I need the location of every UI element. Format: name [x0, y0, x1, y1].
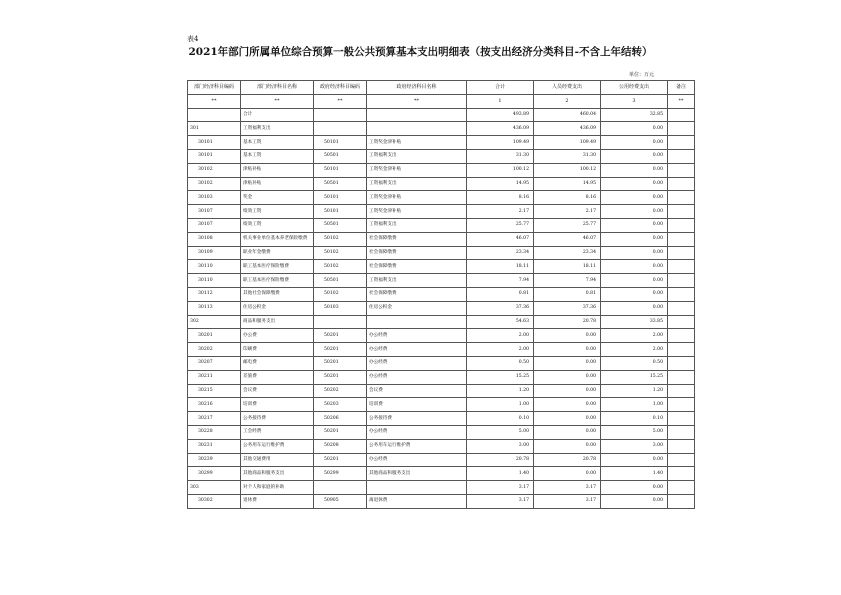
- table-cell: 0.00: [601, 177, 668, 191]
- table-cell: 3.00: [601, 439, 668, 453]
- table-row: [188, 246, 695, 260]
- table-cell: [668, 412, 695, 426]
- table-cell: 办公经费: [367, 425, 467, 439]
- table-cell: [668, 370, 695, 384]
- table-cell: 50102: [314, 246, 367, 260]
- table-cell: 100.12: [534, 163, 601, 177]
- table-cell: [188, 108, 241, 122]
- table-cell: [668, 467, 695, 481]
- table-row: [188, 425, 695, 439]
- table-cell: [668, 260, 695, 274]
- table-cell: 社会保障缴费: [367, 287, 467, 301]
- table-cell: 3.17: [467, 481, 534, 495]
- table-cell: 15.25: [601, 370, 668, 384]
- table-cell: 住房公积金: [241, 301, 314, 315]
- table-cell: 0.81: [534, 287, 601, 301]
- table-cell: 0.81: [467, 287, 534, 301]
- table-cell: 差旅费: [241, 370, 314, 384]
- table-cell: 30231: [188, 439, 241, 453]
- table-cell: **: [367, 94, 467, 108]
- table-cell: 0.00: [601, 494, 668, 508]
- table-cell: 50501: [314, 149, 367, 163]
- table-row: [188, 274, 695, 288]
- table-cell: 0.00: [601, 301, 668, 315]
- table-row: [188, 122, 695, 136]
- table-cell: 50501: [314, 218, 367, 232]
- table-cell: 37.36: [467, 301, 534, 315]
- table-cell: 50101: [314, 136, 367, 150]
- table-cell: 0.00: [601, 122, 668, 136]
- table-cell: 2.17: [534, 205, 601, 219]
- table-cell: [668, 274, 695, 288]
- table-cell: 46.07: [467, 232, 534, 246]
- table-cell: 社会保障缴费: [367, 232, 467, 246]
- table-cell: 33.85: [601, 315, 668, 329]
- table-cell: 50201: [314, 329, 367, 343]
- table-row: [188, 439, 695, 453]
- table-cell: 20.78: [534, 315, 601, 329]
- table-cell: 50206: [314, 412, 367, 426]
- table-cell: 津贴补贴: [241, 163, 314, 177]
- table-cell: 30113: [188, 301, 241, 315]
- table-cell: 30109: [188, 246, 241, 260]
- table-cell: 办公费: [241, 329, 314, 343]
- table-cell: 对个人和家庭的补助: [241, 481, 314, 495]
- table-cell: 50501: [314, 274, 367, 288]
- table-cell: 7.94: [467, 274, 534, 288]
- table-cell: 31.30: [534, 149, 601, 163]
- table-cell: 公务用车运行维护费: [241, 439, 314, 453]
- table-cell: 0.00: [601, 246, 668, 260]
- table-cell: [668, 453, 695, 467]
- table-cell: 50299: [314, 467, 367, 481]
- table-cell: 0.00: [601, 149, 668, 163]
- table-cell: 0.50: [601, 356, 668, 370]
- table-cell: 25.77: [534, 218, 601, 232]
- table-cell: [668, 163, 695, 177]
- table-cell: 办公经费: [367, 343, 467, 357]
- table-cell: 8.16: [534, 191, 601, 205]
- table-cell: [314, 122, 367, 136]
- table-row: [188, 191, 695, 205]
- table-cell: 培训费: [367, 398, 467, 412]
- table-cell: **: [668, 94, 695, 108]
- table-cell: 0.00: [601, 287, 668, 301]
- table-cell: 18.11: [534, 260, 601, 274]
- table-cell: [668, 136, 695, 150]
- table-cell: 1.40: [601, 467, 668, 481]
- table-cell: 20.78: [467, 453, 534, 467]
- table-cell: 460.04: [534, 108, 601, 122]
- table-cell: [367, 122, 467, 136]
- table-row: [188, 453, 695, 467]
- table-header-row: [188, 81, 695, 95]
- table-cell: 30103: [188, 191, 241, 205]
- table-cell: [314, 108, 367, 122]
- unit-label: 单位：万元: [628, 72, 654, 78]
- table-cell: [668, 315, 695, 329]
- table-row: [188, 108, 695, 122]
- table-cell: 50203: [314, 398, 367, 412]
- table-cell: 30107: [188, 218, 241, 232]
- table-cell: 1.20: [601, 384, 668, 398]
- table-cell: 0.00: [601, 260, 668, 274]
- table-cell: 工会经费: [241, 425, 314, 439]
- table-cell: 商品和服务支出: [241, 315, 314, 329]
- table-cell: 绩效工资: [241, 218, 314, 232]
- table-cell: 0.00: [601, 163, 668, 177]
- table-cell: 0.50: [467, 356, 534, 370]
- table-cell: 50201: [314, 370, 367, 384]
- table-cell: 436.09: [467, 122, 534, 136]
- table-cell: [668, 218, 695, 232]
- table-cell: 30299: [188, 467, 241, 481]
- table-cell: 工资福利支出: [241, 122, 314, 136]
- table-row: [188, 384, 695, 398]
- table-cell: 50101: [314, 191, 367, 205]
- table-cell: 303: [188, 481, 241, 495]
- table-cell: 20.78: [534, 453, 601, 467]
- table-cell: 部门经济科目编码: [188, 81, 241, 95]
- table-cell: 印刷费: [241, 343, 314, 357]
- table-cell: 职工基本医疗保险缴费: [241, 274, 314, 288]
- table-cell: 0.00: [601, 218, 668, 232]
- table-cell: 工资奖金津补贴: [367, 163, 467, 177]
- table-cell: 办公经费: [367, 453, 467, 467]
- table-cell: 0.00: [534, 356, 601, 370]
- table-cell: 0.00: [601, 232, 668, 246]
- table-cell: 公务用车运行维护费: [367, 439, 467, 453]
- table-cell: 301: [188, 122, 241, 136]
- table-cell: 30239: [188, 453, 241, 467]
- table-cell: 50101: [314, 163, 367, 177]
- table-cell: 政府经济科目编码: [314, 81, 367, 95]
- table-cell: 15.25: [467, 370, 534, 384]
- table-cell: 0.00: [601, 453, 668, 467]
- table-cell: [668, 122, 695, 136]
- table-cell: 部门经济科目名称: [241, 81, 314, 95]
- table-cell: 工资奖金津补贴: [367, 191, 467, 205]
- table-cell: 3: [601, 94, 668, 108]
- table-cell: 0.00: [601, 191, 668, 205]
- table-cell: 31.30: [467, 149, 534, 163]
- table-cell: 50201: [314, 453, 367, 467]
- table-cell: 32.85: [601, 108, 668, 122]
- page-title: 2021年部门所属单位综合预算一般公共预算基本支出明细表（按支出经济分类科目-不含上年结转）: [188, 46, 653, 58]
- table-cell: 离退休费: [367, 494, 467, 508]
- table-cell: 邮电费: [241, 356, 314, 370]
- table-cell: 基本工资: [241, 149, 314, 163]
- table-row: [188, 287, 695, 301]
- table-cell: 0.00: [534, 370, 601, 384]
- table-cell: 50101: [314, 205, 367, 219]
- table-cell: 30101: [188, 136, 241, 150]
- table-cell: 37.36: [534, 301, 601, 315]
- table-cell: 50201: [314, 425, 367, 439]
- table-cell: 1.00: [467, 398, 534, 412]
- table-cell: 奖金: [241, 191, 314, 205]
- table-cell: [668, 149, 695, 163]
- table-cell: 0.00: [534, 467, 601, 481]
- table-cell: 109.49: [467, 136, 534, 150]
- table-cell: [367, 481, 467, 495]
- table-cell: 其他社会保障缴费: [241, 287, 314, 301]
- table-cell: 30228: [188, 425, 241, 439]
- table-cell: 绩效工资: [241, 205, 314, 219]
- table-row: [188, 481, 695, 495]
- table-cell: [668, 494, 695, 508]
- table-cell: 工资奖金津补贴: [367, 205, 467, 219]
- table-cell: 退休费: [241, 494, 314, 508]
- table-cell: 14.95: [534, 177, 601, 191]
- table-row: [188, 315, 695, 329]
- table-cell: 0.00: [534, 412, 601, 426]
- table-cell: 2.00: [601, 343, 668, 357]
- table-cell: 政府经济科目名称: [367, 81, 467, 95]
- table-cell: 0.00: [534, 439, 601, 453]
- table-cell: 30207: [188, 356, 241, 370]
- table-cell: [668, 232, 695, 246]
- table-cell: 0.00: [534, 384, 601, 398]
- table-cell: 493.89: [467, 108, 534, 122]
- table-cell: 302: [188, 315, 241, 329]
- table-cell: 18.11: [467, 260, 534, 274]
- table-cell: 3.17: [534, 494, 601, 508]
- table-cell: 2.17: [467, 205, 534, 219]
- table-cell: 0.10: [601, 412, 668, 426]
- table-cell: 3.00: [467, 439, 534, 453]
- table-cell: 46.07: [534, 232, 601, 246]
- table-cell: 工资福利支出: [367, 149, 467, 163]
- table-cell: [367, 108, 467, 122]
- table-cell: 1.00: [601, 398, 668, 412]
- table-cell: [668, 384, 695, 398]
- table-cell: 23.34: [467, 246, 534, 260]
- table-cell: 工资奖金津补贴: [367, 136, 467, 150]
- table-cell: [668, 343, 695, 357]
- table-cell: 公务接待费: [241, 412, 314, 426]
- table-cell: 3.17: [467, 494, 534, 508]
- table-row: [188, 494, 695, 508]
- table-row: [188, 467, 695, 481]
- table-cell: 0.00: [601, 205, 668, 219]
- table-cell: 8.16: [467, 191, 534, 205]
- table-cell: 0.00: [601, 481, 668, 495]
- table-cell: [668, 439, 695, 453]
- table-cell: 30202: [188, 343, 241, 357]
- table-cell: 50201: [314, 343, 367, 357]
- table-row: [188, 412, 695, 426]
- table-cell: 办公经费: [367, 370, 467, 384]
- table-cell: 合计: [467, 81, 534, 95]
- table-row: [188, 370, 695, 384]
- table-cell: 14.95: [467, 177, 534, 191]
- table-cell: 1: [467, 94, 534, 108]
- table-row: [188, 398, 695, 412]
- table-row: [188, 149, 695, 163]
- table-cell: 其他商品和服务支出: [367, 467, 467, 481]
- table-cell: 30102: [188, 177, 241, 191]
- table-cell: 50202: [314, 384, 367, 398]
- table-cell: [668, 177, 695, 191]
- table-cell: 5.00: [467, 425, 534, 439]
- table-cell: 工资福利支出: [367, 177, 467, 191]
- table-row: [188, 218, 695, 232]
- table-cell: 培训费: [241, 398, 314, 412]
- table-cell: 工资福利支出: [367, 218, 467, 232]
- table-cell: 住房公积金: [367, 301, 467, 315]
- table-cell: 30201: [188, 329, 241, 343]
- table-row: [188, 343, 695, 357]
- table-label: 表4: [187, 35, 199, 43]
- table-cell: 30108: [188, 232, 241, 246]
- table-subheader-row: [188, 94, 695, 108]
- table-cell: 100.12: [467, 163, 534, 177]
- table-cell: [314, 315, 367, 329]
- table-cell: 23.34: [534, 246, 601, 260]
- table-cell: 30217: [188, 412, 241, 426]
- table-cell: 0.00: [534, 343, 601, 357]
- table-cell: 30211: [188, 370, 241, 384]
- table-cell: 0.00: [534, 398, 601, 412]
- table-row: [188, 163, 695, 177]
- table-cell: **: [188, 94, 241, 108]
- table-cell: 30102: [188, 163, 241, 177]
- table-cell: 职工基本医疗保险缴费: [241, 260, 314, 274]
- table-row: [188, 301, 695, 315]
- table-cell: 0.00: [534, 329, 601, 343]
- table-cell: 30107: [188, 205, 241, 219]
- table-cell: 其他商品和服务支出: [241, 467, 314, 481]
- table-cell: 公务接待费: [367, 412, 467, 426]
- table-cell: [668, 329, 695, 343]
- table-row: [188, 260, 695, 274]
- table-cell: 5.00: [601, 425, 668, 439]
- table-cell: [668, 191, 695, 205]
- table-cell: 50905: [314, 494, 367, 508]
- table-cell: [668, 356, 695, 370]
- table-cell: 2.00: [601, 329, 668, 343]
- table-cell: 人员经费支出: [534, 81, 601, 95]
- table-row: [188, 356, 695, 370]
- table-cell: 30112: [188, 287, 241, 301]
- table-cell: 50103: [314, 301, 367, 315]
- table-cell: [668, 398, 695, 412]
- table-cell: 会议费: [241, 384, 314, 398]
- table-cell: 50208: [314, 439, 367, 453]
- table-cell: 436.09: [534, 122, 601, 136]
- table-row: [188, 232, 695, 246]
- table-cell: 工资福利支出: [367, 274, 467, 288]
- table-cell: 50102: [314, 287, 367, 301]
- table-cell: 50201: [314, 356, 367, 370]
- table-cell: 30110: [188, 260, 241, 274]
- table-cell: 25.77: [467, 218, 534, 232]
- table-cell: 50102: [314, 260, 367, 274]
- table-cell: 会议费: [367, 384, 467, 398]
- table-cell: 50102: [314, 232, 367, 246]
- table-cell: [668, 301, 695, 315]
- table-cell: [668, 425, 695, 439]
- table-cell: 30101: [188, 149, 241, 163]
- table-cell: 0.00: [601, 136, 668, 150]
- table-cell: 办公经费: [367, 356, 467, 370]
- table-cell: 3.17: [534, 481, 601, 495]
- table-cell: 合计: [241, 108, 314, 122]
- table-cell: [668, 108, 695, 122]
- table-cell: [668, 246, 695, 260]
- table-cell: 社会保障缴费: [367, 260, 467, 274]
- table-cell: 2: [534, 94, 601, 108]
- table-cell: 30110: [188, 274, 241, 288]
- table-cell: 职业年金缴费: [241, 246, 314, 260]
- budget-table: [187, 80, 695, 509]
- table-cell: 50501: [314, 177, 367, 191]
- table-row: [188, 177, 695, 191]
- table-cell: [668, 205, 695, 219]
- table-cell: 社会保障缴费: [367, 246, 467, 260]
- table-cell: 其他交通费用: [241, 453, 314, 467]
- table-cell: 津贴补贴: [241, 177, 314, 191]
- table-cell: 2.00: [467, 343, 534, 357]
- table-cell: 0.00: [534, 425, 601, 439]
- table-cell: 2.00: [467, 329, 534, 343]
- table-cell: **: [314, 94, 367, 108]
- table-cell: 备注: [668, 81, 695, 95]
- table-cell: 1.20: [467, 384, 534, 398]
- table-cell: 0.00: [601, 274, 668, 288]
- table-row: [188, 329, 695, 343]
- table-cell: 54.63: [467, 315, 534, 329]
- table-cell: [314, 481, 367, 495]
- table-cell: **: [241, 94, 314, 108]
- table-cell: 机关事业单位基本养老保险缴费: [241, 232, 314, 246]
- table-cell: 0.10: [467, 412, 534, 426]
- table-cell: 109.49: [534, 136, 601, 150]
- table-row: [188, 205, 695, 219]
- table-cell: 基本工资: [241, 136, 314, 150]
- table-cell: [367, 315, 467, 329]
- table-row: [188, 136, 695, 150]
- table-cell: 办公经费: [367, 329, 467, 343]
- table-cell: 30215: [188, 384, 241, 398]
- table-cell: 7.94: [534, 274, 601, 288]
- table-cell: 1.40: [467, 467, 534, 481]
- table-cell: 30216: [188, 398, 241, 412]
- table-cell: [668, 287, 695, 301]
- table-cell: 30302: [188, 494, 241, 508]
- table-cell: 公用经费支出: [601, 81, 668, 95]
- table-cell: [668, 481, 695, 495]
